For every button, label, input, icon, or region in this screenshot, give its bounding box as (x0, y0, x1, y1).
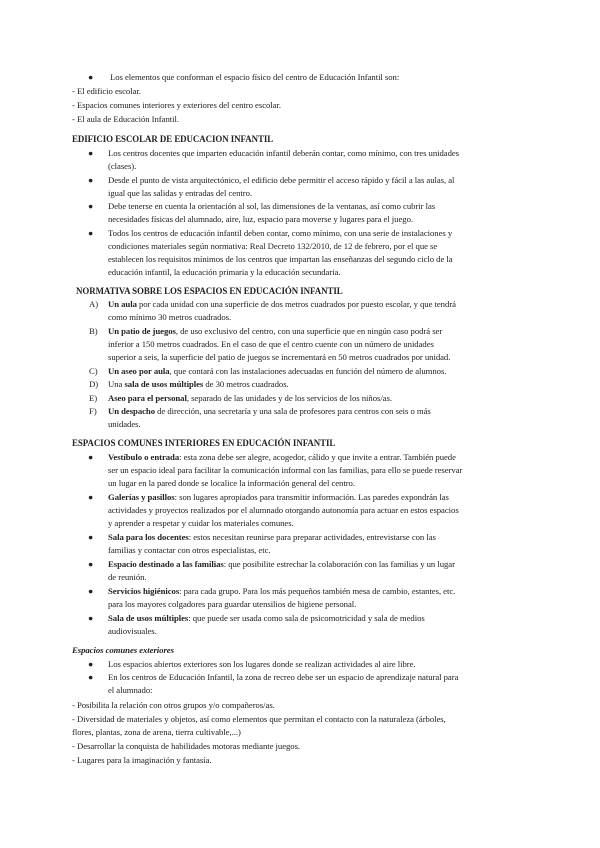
bullet-icon: ● (88, 613, 94, 623)
paragraph-line: de reunión. (108, 572, 147, 582)
list-item: Un despacho de dirección, una secretaría y una sala de profesores para centros con seis o más (108, 406, 431, 416)
bullet-icon: ● (88, 532, 94, 542)
bullet-icon: ● (88, 659, 94, 669)
list-item: - Diversidad de materiales y objetos, así como elementos que permitan el contacto con la naturaleza (árboles, (72, 714, 446, 724)
list-marker: E) (89, 393, 98, 403)
paragraph-line: unidades. (108, 419, 141, 429)
paragraph-line: ser un espacio ideal para facilitar la comunicación informal con las familias, para ello se puede reservar (108, 465, 463, 475)
bullet-icon: ● (88, 452, 94, 462)
list-item: Vestíbulo o entrada: esta zona debe ser alegre, acogedor, cálido y que invite a entrar. También puede (108, 452, 456, 462)
intro-item: - El aula de Educación Infantil. (72, 114, 179, 124)
list-item: Aseo para el personal, separado de las unidades y de los servicios de los niños/as. (108, 393, 392, 403)
list-item: Espacio destinado a las familias: que posibilite estrechar la colaboración con las familias y un lugar (108, 559, 455, 569)
bullet-icon: ● (88, 586, 94, 596)
list-item: - Desarrollar la conquista de habilidades motoras mediante juegos. (72, 741, 301, 751)
bullet-icon: ● (88, 559, 94, 569)
list-marker: F) (89, 406, 97, 416)
paragraph-line: Desde el punto de vista arquitectónico, el edificio debe permitir el acceso rápido y fácil a las aulas, al (108, 175, 455, 185)
paragraph-line: Los centros docentes que imparten educación infantil deberán contar, como mínimo, con tres unidades (108, 148, 460, 158)
intro-item: - Espacios comunes interiores y exteriores del centro escolar. (72, 100, 281, 110)
paragraph-line: Debe tenerse en cuenta la orientación al sol, las dimensiones de la ventanas, así como cubrir las (108, 201, 436, 211)
list-item: Un aula por cada unidad con una superficie de dos metros cuadrados por puesto escolar, y que tendrá (108, 299, 456, 309)
bullet-icon: ● (88, 492, 94, 502)
paragraph-line: un lugar en la pared donde se localice la información general del centro. (108, 478, 355, 488)
intro-item: - El edificio escolar. (72, 86, 141, 96)
list-item: Sala de usos múltiples: que puede ser usada como sala de psicomotricidad y sala de medios (108, 613, 425, 623)
paragraph-line: y aprender a respetar y cuidar los materiales comunes. (108, 518, 294, 528)
subsection-heading: Espacios comunes exteriores (72, 645, 174, 655)
paragraph-line: actividades y proyectos realizados por el alumnado otorgando autonomía para actuar en estos espacios (108, 505, 459, 515)
list-item: Servicios higiénicos: para cada grupo. Para los más pequeños también mesa de cambio, estantes, etc. (108, 586, 456, 596)
bullet-icon: ● (88, 72, 94, 82)
bullet-icon: ● (88, 228, 94, 238)
list-item: Galerías y pasillos: son lugares apropiados para transmitir información. Las paredes expondrán las (108, 492, 449, 502)
paragraph-line: para los mayores colgadores para guardar utensilios de higiene personal. (108, 599, 357, 609)
paragraph-line: superior a seis, la superficie del patio de juegos se incrementará en 50 metros cuadrados por unidad. (108, 352, 451, 362)
list-item: Un aseo por aula, que contará con las instalaciones adecuadas en función del número de alumnos. (108, 366, 447, 376)
bullet-icon: ● (88, 672, 94, 682)
paragraph-line: educación infantil, la educación primaria y la educación secundaria. (108, 267, 341, 277)
paragraph-line: inferior a 150 metros cuadrados. En el caso de que el centro cuente con un número de unidades (108, 339, 434, 349)
bullet-icon: ● (88, 175, 94, 185)
bullet-icon: ● (88, 201, 94, 211)
list-item: - Posibilita la relación con otros grupos y/o compañeros/as. (72, 700, 275, 710)
section-heading: ESPACIOS COMUNES INTERIORES EN EDUCACIÓN INFANTIL (72, 438, 336, 448)
section-heading: NORMATIVA SOBRE LOS ESPACIOS EN EDUCACIÓN INFANTIL (76, 286, 343, 296)
list-item: Una sala de usos múltiples de 30 metros cuadrados. (108, 379, 289, 389)
paragraph-line: (clases). (108, 161, 137, 171)
paragraph-line: igual que las salidas y entradas del centro. (108, 188, 252, 198)
list-item: Un patio de juegos, de uso exclusivo del centro, con una superficie que en ningún caso podrá ser (108, 326, 443, 336)
paragraph-line: Los espacios abiertos exteriores son los lugares donde se realizan actividades al aire libre. (108, 659, 416, 669)
intro-bullet: Los elementos que conforman el espacio físico del centro de Educación Infantil son: (110, 72, 400, 82)
paragraph-line: En los centros de Educación Infantil, la zona de recreo debe ser un espacio de aprendizaje natural para (108, 672, 459, 682)
bullet-icon: ● (88, 148, 94, 158)
list-item: flores, plantas, zona de arena, tierra cultivable,...) (72, 727, 241, 737)
list-marker: D) (89, 379, 99, 389)
list-marker: C) (89, 366, 98, 376)
paragraph-line: audiovisuales. (108, 626, 157, 636)
section-heading: EDIFICIO ESCOLAR DE EDUCACION INFANTIL (72, 134, 274, 144)
list-item: - Lugares para la imaginación y fantasía. (72, 755, 212, 765)
list-marker: A) (89, 299, 99, 309)
list-item: Sala para los docentes: estos necesitan reunirse para preparar actividades, entrevistarse con las (108, 532, 436, 542)
paragraph-line: establecen los requisitos mínimos de los centros que impartan las enseñanzas del segundo ciclo de la (108, 254, 453, 264)
paragraph-line: condiciones materiales según normativa: Real Decreto 132/2010, de 12 de febrero, por el que se (108, 241, 438, 251)
paragraph-line: necesidades físicas del alumnado, aire, luz, espacio para moverse y lugares para el juego. (108, 214, 413, 224)
paragraph-line: familias y contactar con otros especialistas, etc. (108, 545, 271, 555)
paragraph-line: el alumnado: (108, 685, 153, 695)
paragraph-line: Todos los centros de educación infantil deben contar, como mínimo, con una serie de instalaciones y (108, 228, 453, 238)
paragraph-line: como mínimo 30 metros cuadrados. (108, 312, 232, 322)
list-marker: B) (89, 326, 98, 336)
